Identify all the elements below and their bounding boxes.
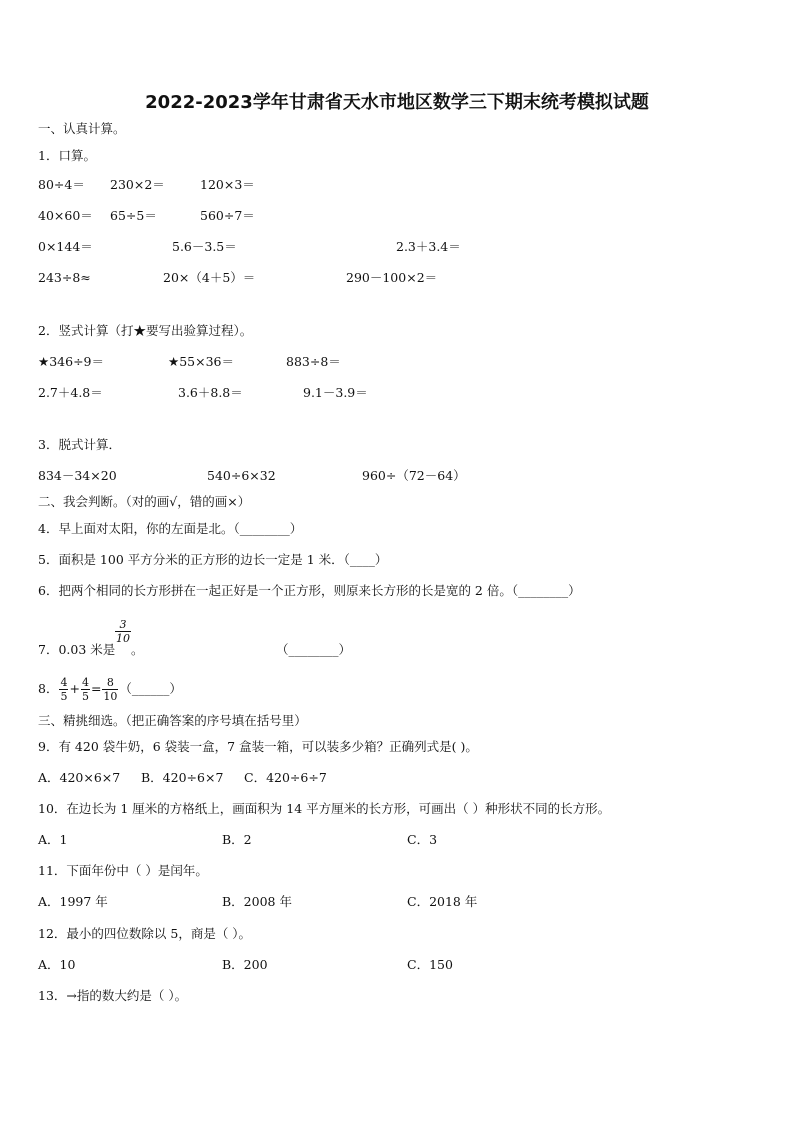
q2-item: 2.7＋4.8＝ [38, 385, 103, 400]
question-8 [38, 674, 182, 704]
q7-prefix: 7．0.03 米是 [38, 642, 116, 657]
q10-option-a: A．1 [38, 832, 68, 847]
q11-option-b: B．2008 年 [222, 894, 292, 909]
q2-item: 3.6＋8.8＝ [178, 385, 243, 400]
q9-option-c: C．420÷6÷7 [244, 770, 327, 785]
q10-option-c: C．3 [407, 832, 438, 847]
q11-option-c: C．2018 年 [407, 894, 478, 909]
q9-option-b: B．420÷6×7 [141, 770, 224, 785]
page-title: 2022-2023学年甘肃省天水市地区数学三下期末统考模拟试题 [145, 92, 649, 113]
q1-item: 5.6－3.5＝ [172, 239, 237, 254]
q1-item: 243÷8≈ [38, 270, 91, 285]
q7-blank: （________） [276, 642, 352, 657]
q11-option-a: A．1997 年 [38, 894, 108, 909]
q3-item: 960÷（72－64） [362, 468, 466, 483]
q1-item: 80÷4＝ [38, 177, 85, 192]
q1-item: 40×60＝ [38, 208, 93, 223]
q3-item: 540÷6×32 [207, 468, 276, 483]
q8-f1-numerator: 4 [60, 676, 68, 689]
q7-fraction-denominator: 10 [116, 632, 130, 645]
q8-fraction-3 [102, 676, 118, 703]
q2-item: 9.1－3.9＝ [303, 385, 368, 400]
section-1-heading: 一、认真计算。 [38, 121, 126, 136]
section-3-heading: 三、精挑细选。（把正确答案的序号填在括号里） [38, 713, 307, 728]
q1-item: 0×144＝ [38, 239, 93, 254]
q7-suffix: 。 [131, 642, 144, 657]
q2-item: ★346÷9＝ [38, 354, 104, 369]
question-9: 9．有 420 袋牛奶，6 袋装一盒，7 盒装一箱，可以装多少箱？正确列式是( )。 [38, 739, 478, 754]
q1-item: 2.3＋3.4＝ [396, 239, 461, 254]
q12-option-a: A．10 [38, 957, 76, 972]
q7-fraction [115, 618, 131, 645]
question-10: 10．在边长为 1 厘米的方格纸上，画面积为 14 平方厘米的长方形，可画出（ ）种形状不同的长方形。 [38, 801, 611, 816]
q8-f3-numerator: 8 [102, 676, 118, 690]
question-12: 12．最小的四位数除以 5，商是（ ）。 [38, 926, 252, 941]
q7-fraction-numerator: 3 [115, 618, 131, 632]
q8-f2-numerator: 4 [81, 676, 89, 689]
q8-prefix: 8． [38, 681, 59, 696]
q1-item: 230×2＝ [110, 177, 165, 192]
q1-item: 20×（4＋5）＝ [163, 270, 256, 285]
q8-equals: = [90, 681, 102, 696]
question-1-label: 1．口算。 [38, 148, 96, 163]
question-4: 4．早上面对太阳，你的左面是北。（________） [38, 521, 303, 536]
q3-item: 834－34×20 [38, 468, 117, 483]
q12-option-c: C．150 [407, 957, 453, 972]
q2-item: 883÷8＝ [286, 354, 341, 369]
q8-f2-denominator: 5 [81, 690, 89, 703]
q10-option-b: B．2 [222, 832, 252, 847]
q8-plus: + [69, 681, 80, 696]
q8-blank: （______） [119, 681, 182, 696]
q1-item: 560÷7＝ [200, 208, 255, 223]
q2-item: ★55×36＝ [168, 354, 234, 369]
q8-f3-denominator: 10 [103, 690, 118, 703]
q8-fraction-2 [81, 676, 90, 703]
q8-fraction-1 [59, 676, 68, 703]
q12-option-b: B．200 [222, 957, 268, 972]
question-2-label: 2．竖式计算（打★要写出验算过程）。 [38, 323, 253, 338]
section-2-heading: 二、我会判断。（对的画√，错的画×） [38, 494, 251, 509]
q1-item: 65÷5＝ [110, 208, 157, 223]
question-11: 11．下面年份中（ ）是闰年。 [38, 863, 208, 878]
q9-option-a: A．420×6×7 [38, 770, 121, 785]
q1-item: 120×3＝ [200, 177, 255, 192]
question-6: 6．把两个相同的长方形拼在一起正好是一个正方形，则原来长方形的长是宽的 2 倍。（________） [38, 583, 581, 598]
q8-f1-denominator: 5 [60, 690, 68, 703]
question-5: 5．面积是 100 平方分米的正方形的边长一定是 1 米．（____） [38, 552, 388, 567]
q1-item: 290－100×2＝ [346, 270, 438, 285]
question-13: 13．→指的数大约是（ ）。 [38, 988, 188, 1003]
question-3-label: 3．脱式计算． [38, 437, 121, 452]
